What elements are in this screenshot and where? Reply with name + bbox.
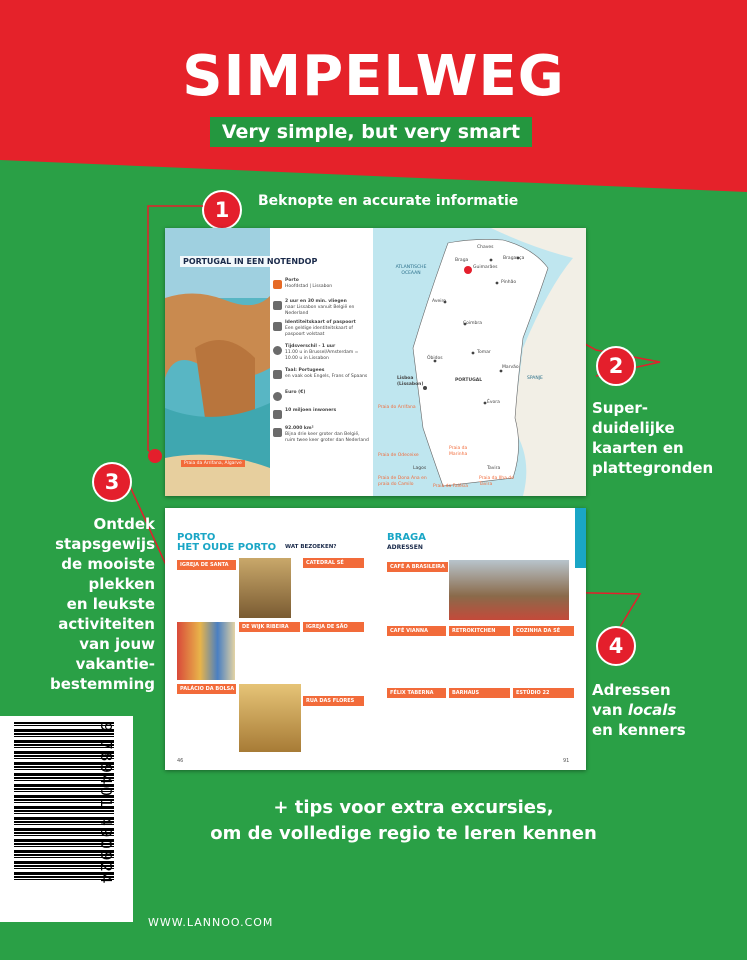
- item-1: IGREJA DE SANTA CLARA: [177, 560, 236, 570]
- left-subtitle: WAT BEZOEKEN?: [285, 544, 337, 550]
- sample-spread-portugal: [165, 228, 586, 496]
- right-subtitle: ADRESSEN: [387, 544, 423, 551]
- caption-line: plekken: [88, 575, 155, 593]
- fact-bold: 92.000 km²: [285, 426, 314, 431]
- map-label: Pinhão: [501, 280, 517, 285]
- page-number-right: 91: [563, 758, 570, 764]
- map-label: Praia de Dona Ana en praia do Camilo: [378, 476, 427, 487]
- caption-line: van jouw: [79, 635, 155, 653]
- photo-cafe-brasileira: [449, 560, 569, 620]
- extra-tips-line: + tips voor extra excursies,: [273, 797, 554, 818]
- map-labels: [165, 228, 586, 496]
- caption-line: en kenners: [592, 721, 686, 739]
- left-title-2: HET OUDE PORTO: [177, 542, 277, 553]
- right-title: BRAGA: [387, 532, 427, 543]
- caption-line: Ontdek: [93, 515, 155, 533]
- photo-caption: Praia da Arrifana, Algarve: [181, 460, 245, 467]
- right-page: [377, 508, 586, 770]
- address-3: RETROKITCHEN: [449, 626, 510, 636]
- map-label: Aveiro: [432, 299, 447, 304]
- map-label: Braga: [455, 258, 469, 263]
- caption-line: plattegronden: [592, 459, 714, 477]
- map-label: Praia da Ilha de Tavira: [479, 476, 514, 487]
- caption-line: en leukste: [66, 595, 155, 613]
- feature-number-1: 1: [202, 190, 242, 230]
- map-label: Coimbra: [463, 321, 482, 326]
- left-title-1: PORTO: [177, 532, 216, 543]
- fact-bold: Tijdsverschil - 1 uur: [285, 344, 336, 349]
- extra-tips-line: om de volledige regio te leren kennen: [210, 823, 597, 844]
- fact-bold: 2 uur en 30 min. vliegen: [285, 299, 347, 304]
- fact-text: Hoofdstad | Lissabon: [285, 284, 333, 289]
- caption-word: van: [592, 701, 628, 719]
- feature-number-4: 4: [596, 626, 636, 666]
- item-6: RUA DAS FLORES: [303, 696, 364, 706]
- caption-line: stapsgewijs: [55, 535, 155, 553]
- side-tab: [575, 508, 586, 568]
- map-label: Marvão: [502, 365, 519, 370]
- barcode-number: 9 789401 490924: [97, 722, 115, 886]
- caption-line: kaarten en: [592, 439, 684, 457]
- caption-line: duidelijke: [592, 419, 675, 437]
- feature-2-caption: [592, 398, 713, 478]
- map-label: PORTUGAL: [455, 378, 483, 383]
- map-label: Bragança: [503, 256, 525, 261]
- map-label: Óbidos: [427, 356, 443, 361]
- photo-bolsa: [239, 684, 301, 752]
- address-6: BARHAUS: [449, 688, 510, 698]
- map-label: Évora: [487, 400, 500, 405]
- fact-bold: Porto: [285, 278, 299, 283]
- fact-bold: Taal: Portugees: [285, 368, 325, 373]
- fact-text: Bijna drie keer groter dan België, ruim twee keer groter dan Nederland: [285, 432, 369, 443]
- feature-number-3: 3: [92, 462, 132, 502]
- map-label: Praia da Falésia: [433, 484, 469, 489]
- feature-3-caption: [40, 514, 155, 694]
- caption-line: Adressen: [592, 681, 671, 699]
- fact-bold: 10 miljoen inwoners: [285, 408, 337, 413]
- fact-text: Een geldige identiteitskaart of paspoort volstaat: [285, 326, 353, 337]
- map-label: Praia de Odeceixe: [378, 453, 419, 458]
- caption-italic: locals: [627, 701, 677, 719]
- left-page: [165, 508, 373, 770]
- photo-ribeira: [177, 622, 235, 680]
- fact-bold: Identiteitskaart of paspoort: [285, 320, 356, 325]
- map-label: Lagos: [413, 466, 427, 471]
- map-label: Lisboa (Lissabon): [397, 376, 424, 387]
- map-label: Chaves: [477, 245, 494, 250]
- photo-santa-clara: [239, 558, 291, 618]
- website: WWW.LANNOO.COM: [148, 916, 274, 929]
- fact-text: 11.00 u in Brussel/Amsterdam = 10.00 u in Lissabon: [285, 350, 359, 361]
- map-label: Praia da Marinha: [449, 446, 468, 457]
- spread1-title: PORTUGAL IN EEN NOTENDOP: [180, 256, 376, 267]
- caption-line: Super-: [592, 399, 649, 417]
- address-1: CAFÉ A BRASILEIRA: [387, 562, 448, 572]
- caption-line: activiteiten: [58, 615, 155, 633]
- caption-line: [592, 700, 686, 720]
- address-7: ESTÚDIO 22: [513, 688, 574, 698]
- feature-1-caption: Beknopte en accurate informatie: [258, 193, 519, 209]
- address-2: CAFÉ VIANNA: [387, 626, 446, 636]
- feature-number-2: 2: [596, 346, 636, 386]
- caption-line: vakantie-: [75, 655, 155, 673]
- item-5: PALÁCIO DA BOLSA: [177, 684, 236, 694]
- item-4: IGREJA DE SÃO FRANCISCO: [303, 622, 364, 632]
- map-label: Tomar: [477, 350, 491, 355]
- caption-line: de mooiste: [61, 555, 155, 573]
- fact-bold: Euro (€): [285, 390, 306, 395]
- fact-text: en vaak ook Engels, Frans of Spaans: [285, 374, 368, 379]
- item-3: DE WIJK RIBEIRA: [239, 622, 300, 632]
- fact-text: naar Lissabon vanuit België en Nederland: [285, 305, 355, 316]
- map-label: Guimarães: [473, 265, 498, 270]
- page-number-left: 46: [177, 758, 184, 764]
- item-2: CATEDRAL SÉ: [303, 558, 364, 568]
- address-5: FÉLIX TABERNA: [387, 688, 446, 698]
- feature-4-caption: [592, 680, 686, 740]
- tagline: Very simple, but very smart: [210, 117, 532, 147]
- map-label: SPANJE: [527, 376, 543, 381]
- map-label: Tavira: [487, 466, 501, 471]
- address-4: COZINHA DA SÉ: [513, 626, 574, 636]
- caption-line: bestemming: [50, 675, 155, 693]
- map-label: Praia do Arrifana: [378, 405, 416, 410]
- map-label: ATLANTISCHE OCEAAN: [395, 265, 427, 276]
- brand-logo: SIMPELWEG: [182, 44, 565, 109]
- sample-spread-porto-braga: [165, 508, 586, 770]
